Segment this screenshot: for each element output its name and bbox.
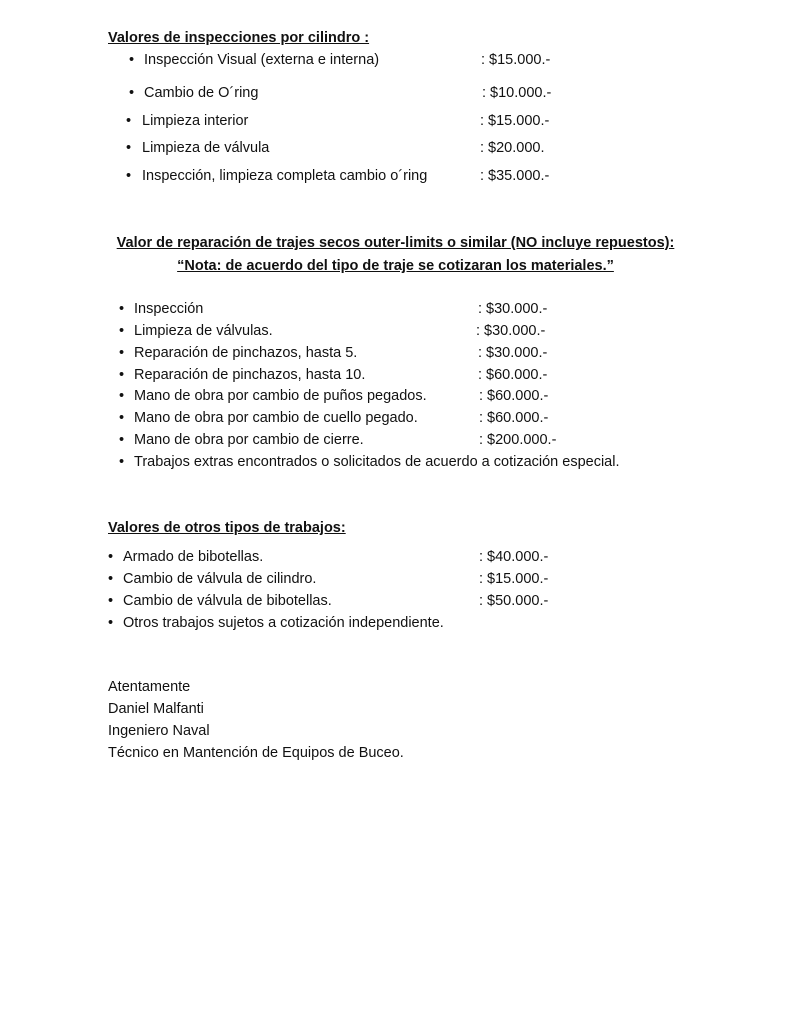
item-price: : $15.000.- [481, 52, 551, 68]
item-label: Limpieza interior [142, 113, 249, 129]
section2-title: Valor de reparación de trajes secos outer-limits o similar (NO incluye repuestos): [116, 235, 675, 251]
bullet-icon: • [129, 52, 135, 68]
item-price: : $40.000.- [479, 549, 549, 565]
item-label: Inspección, limpieza completa cambio o´ring [142, 168, 428, 184]
item-price: : $30.000.- [478, 301, 548, 317]
item-label: Reparación de pinchazos, hasta 5. [134, 345, 358, 361]
list-item [0, 571, 791, 591]
list-item [0, 388, 791, 408]
item-label: Mano de obra por cambio de cuello pegado. [134, 410, 418, 426]
item-price: : $50.000.- [479, 593, 549, 609]
item-price: : $15.000.- [480, 113, 550, 129]
section1-title: Valores de inspecciones por cilindro : [108, 30, 370, 46]
bullet-icon: • [119, 345, 125, 361]
item-label: Cambio de válvula de cilindro. [123, 571, 317, 587]
list-item [0, 593, 791, 613]
item-label: Inspección [134, 301, 204, 317]
bullet-icon: • [126, 140, 132, 156]
list-item [0, 168, 791, 188]
item-price: : $200.000.- [479, 432, 557, 448]
bullet-icon: • [108, 615, 114, 631]
item-label: Armado de bibotellas. [123, 549, 264, 565]
item-label: Cambio de O´ring [144, 85, 259, 101]
bullet-icon: • [119, 301, 125, 317]
list-item [0, 615, 791, 635]
section2-note: “Nota: de acuerdo del tipo de traje se cotizaran los materiales.” [177, 258, 614, 274]
list-item [0, 367, 791, 387]
item-price: : $30.000.- [478, 345, 548, 361]
item-label: Mano de obra por cambio de puños pegados. [134, 388, 427, 404]
list-item [0, 549, 791, 569]
item-price: : $60.000.- [478, 367, 548, 383]
signature-title-2: Técnico en Mantención de Equipos de Buceo. [108, 745, 404, 761]
bullet-icon: • [126, 113, 132, 129]
list-item [0, 113, 791, 133]
bullet-icon: • [119, 410, 125, 426]
item-price: : $60.000.- [479, 388, 549, 404]
bullet-icon: • [108, 549, 114, 565]
item-label: Cambio de válvula de bibotellas. [123, 593, 332, 609]
list-item [0, 301, 791, 321]
item-price: : $30.000.- [476, 323, 546, 339]
item-price: : $20.000. [480, 140, 545, 156]
signature-name: Daniel Malfanti [108, 701, 204, 717]
signature-closing: Atentamente [108, 679, 191, 695]
bullet-icon: • [119, 454, 125, 470]
item-label: Inspección Visual (externa e interna) [144, 52, 380, 68]
bullet-icon: • [119, 367, 125, 383]
list-item [0, 410, 791, 430]
list-item [0, 454, 791, 474]
item-label: Otros trabajos sujetos a cotización independiente. [123, 615, 444, 631]
list-item [0, 140, 791, 160]
list-item [0, 85, 791, 105]
bullet-icon: • [119, 388, 125, 404]
item-label: Limpieza de válvula [142, 140, 270, 156]
list-item [0, 323, 791, 343]
item-price: : $35.000.- [480, 168, 550, 184]
bullet-icon: • [119, 432, 125, 448]
item-price: : $15.000.- [479, 571, 549, 587]
bullet-icon: • [126, 168, 132, 184]
item-label: Reparación de pinchazos, hasta 10. [134, 367, 366, 383]
list-item [0, 432, 791, 452]
bullet-icon: • [108, 571, 114, 587]
item-price: : $10.000.- [482, 85, 552, 101]
item-label: Trabajos extras encontrados o solicitados de acuerdo a cotización especial. [134, 454, 620, 470]
item-price: : $60.000.- [479, 410, 549, 426]
bullet-icon: • [129, 85, 135, 101]
bullet-icon: • [108, 593, 114, 609]
bullet-icon: • [119, 323, 125, 339]
item-label: Limpieza de válvulas. [134, 323, 273, 339]
signature-title-1: Ingeniero Naval [108, 723, 210, 739]
list-item [0, 345, 791, 365]
section3-title: Valores de otros tipos de trabajos: [108, 520, 346, 536]
item-label: Mano de obra por cambio de cierre. [134, 432, 364, 448]
list-item [0, 52, 791, 72]
